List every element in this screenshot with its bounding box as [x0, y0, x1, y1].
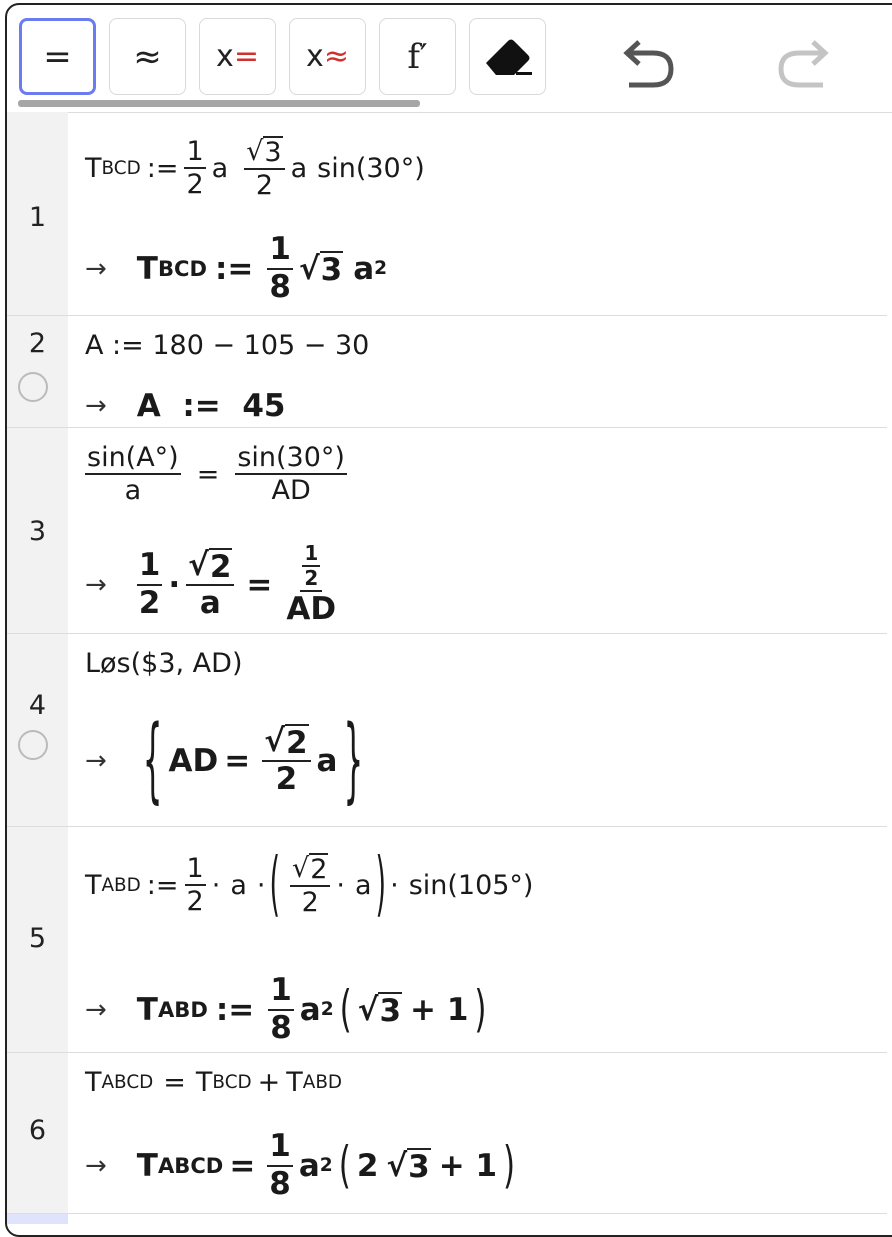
denominator: 8: [270, 1009, 292, 1046]
dot-op: ·: [168, 566, 181, 603]
numerator: 1: [268, 973, 294, 1011]
numerator: 1: [137, 548, 163, 586]
dot-op: ·: [211, 869, 221, 901]
cas-row-1[interactable]: [7, 112, 887, 316]
fraction: [267, 232, 293, 305]
cas-window: [5, 3, 892, 1237]
sqrt: √ 2: [292, 853, 328, 885]
sin-term: sin(30°): [317, 152, 425, 184]
numerator: 1: [184, 136, 205, 169]
numerator: 1: [304, 541, 319, 565]
output-arrow: →: [85, 253, 107, 284]
fraction: [85, 442, 181, 506]
numeric-button[interactable]: [109, 18, 186, 95]
output-arrow: →: [85, 745, 107, 776]
cas-row-5[interactable]: [7, 827, 887, 1053]
eraser-icon: [480, 35, 536, 79]
solve-op-label: =: [233, 39, 259, 74]
fraction: [235, 442, 347, 506]
variable: a: [353, 250, 375, 287]
output-arrow: →: [85, 391, 107, 421]
numerator: 1: [267, 1129, 293, 1167]
lhs: AD: [168, 742, 219, 779]
numerator: sin(30°): [235, 442, 347, 475]
row-number-cell: [7, 827, 68, 1052]
fraction: [262, 724, 310, 798]
input-term: T: [195, 1067, 213, 1098]
nsolve-x-label: x: [306, 39, 324, 74]
row-number-cell: [7, 112, 68, 315]
fraction: [267, 1129, 293, 1202]
row-number-cell: [7, 634, 68, 826]
nsolve-button[interactable]: [289, 18, 366, 95]
assign-op: :=: [146, 152, 179, 184]
input-term: T: [85, 152, 102, 184]
cas-row-3[interactable]: [7, 428, 887, 634]
row-number: 4: [28, 690, 47, 721]
input-term: T: [85, 869, 102, 901]
dot-op: ·: [336, 869, 345, 901]
delete-button[interactable]: [469, 18, 546, 95]
input-subscript: BCD: [212, 1072, 252, 1093]
output-arrow: →: [85, 994, 107, 1025]
dot-op: ·: [256, 869, 266, 901]
exponent: 2: [374, 258, 388, 280]
redo-icon[interactable]: [773, 39, 833, 93]
radicand: 2: [285, 725, 308, 761]
fraction: [185, 853, 206, 917]
denominator: 2: [304, 566, 319, 590]
evaluate-button[interactable]: [19, 18, 96, 95]
denominator: 2: [186, 886, 204, 918]
denominator: 2: [255, 169, 273, 201]
row-number: 5: [28, 923, 47, 954]
output-subscript: ABCD: [157, 1153, 224, 1179]
equals: =: [224, 742, 251, 779]
output-text: A := 45: [136, 388, 286, 424]
sqrt: √ 2: [264, 723, 308, 761]
row-number-cell: [7, 1053, 68, 1213]
cas-row-2[interactable]: [7, 316, 887, 428]
plus-term: + 1: [438, 1147, 498, 1184]
denominator: AD: [286, 591, 337, 627]
variable: a: [290, 152, 308, 184]
equals: =: [229, 1147, 256, 1184]
nsolve-op-label: ≈: [323, 39, 349, 74]
assign-op: :=: [215, 991, 255, 1028]
left-paren: (: [339, 980, 352, 1039]
numeric-label: ≈: [133, 36, 162, 77]
variable: a: [355, 869, 372, 901]
left-paren: (: [338, 1136, 351, 1195]
assign-op: :=: [215, 250, 254, 287]
row-output: [85, 542, 344, 628]
variable: a: [211, 152, 229, 184]
fraction: [284, 542, 338, 628]
radicand: 3: [379, 992, 402, 1029]
exponent: 2: [319, 1155, 333, 1177]
nested-fraction: [302, 542, 320, 590]
row-number: 6: [28, 1115, 47, 1146]
fraction: [186, 548, 234, 622]
output-arrow: →: [85, 569, 107, 600]
denominator: 2: [186, 169, 204, 201]
radicand: 3: [320, 251, 343, 288]
numerator: 1: [267, 232, 293, 270]
equals: =: [246, 566, 273, 603]
row-number-cell: [7, 428, 68, 633]
sqrt: √ 3: [246, 136, 282, 168]
input-term: T: [85, 1067, 102, 1098]
derivative-label: f′: [407, 36, 428, 77]
row-number-cell: [7, 316, 68, 427]
denominator: 8: [269, 268, 291, 305]
denominator: 2: [138, 584, 161, 621]
undo-icon[interactable]: [619, 39, 679, 93]
fraction: [290, 853, 330, 918]
row-output: [85, 706, 369, 815]
radicand: 3: [408, 1148, 430, 1185]
denominator: 8: [269, 1165, 291, 1202]
numerator: 1: [185, 853, 206, 886]
row-input[interactable]: [85, 845, 534, 926]
row-output: [85, 232, 387, 305]
cas-row-4[interactable]: [7, 634, 887, 827]
sqrt: √ 3: [386, 1147, 430, 1185]
row-output: [85, 973, 493, 1046]
sqrt: √ 3: [298, 250, 343, 288]
denominator: 2: [301, 886, 319, 918]
row-input[interactable]: Løs($3, AD): [85, 648, 243, 679]
radicand: 2: [310, 854, 328, 885]
row-input[interactable]: [85, 136, 425, 201]
fraction: [244, 136, 284, 201]
visibility-toggle[interactable]: [18, 372, 48, 402]
row-input[interactable]: A := 180 − 105 − 30: [85, 330, 370, 361]
row-number: 1: [28, 202, 47, 233]
input-subscript: ABCD: [101, 1072, 154, 1093]
right-paren: ): [474, 980, 487, 1039]
output-term: T: [136, 991, 158, 1028]
radicand: 2: [209, 548, 232, 585]
output-term: T: [136, 250, 158, 287]
toolbar-scrollbar[interactable]: [18, 100, 420, 107]
denominator: 2: [275, 761, 298, 798]
left-brace: {: [142, 706, 163, 815]
row-number: 2: [28, 328, 47, 359]
dot-op: ·: [390, 869, 399, 901]
row-output: [85, 388, 285, 424]
variable: a: [316, 742, 338, 779]
denominator: a: [124, 475, 142, 507]
input-subscript: BCD: [101, 157, 141, 179]
numerator: sin(A°): [85, 442, 181, 475]
fraction: [268, 973, 294, 1046]
plus-op: +: [257, 1067, 281, 1098]
row-output: [85, 1129, 521, 1202]
right-paren: ): [503, 1136, 516, 1195]
variable: a: [230, 869, 247, 901]
assign-op: :=: [146, 869, 179, 901]
cas-row-6[interactable]: [7, 1053, 887, 1214]
exponent: 2: [320, 999, 334, 1021]
output-subscript: BCD: [157, 256, 207, 282]
variable: a: [299, 991, 321, 1028]
variable: a: [298, 1147, 320, 1184]
sin-term: sin(105°): [408, 869, 534, 901]
output-term: T: [136, 1147, 158, 1184]
radicand: 3: [264, 137, 282, 168]
sqrt: √ 2: [188, 546, 232, 585]
right-brace: }: [343, 706, 364, 815]
evaluate-label: =: [43, 36, 72, 77]
solve-x-label: x: [216, 39, 234, 74]
derivative-button[interactable]: [379, 18, 456, 95]
sqrt: √ 3: [357, 991, 402, 1029]
row-input[interactable]: [85, 442, 353, 506]
denominator: AD: [271, 475, 311, 507]
visibility-toggle[interactable]: [18, 730, 48, 760]
cas-toolbar: [7, 5, 892, 113]
fraction: [137, 548, 163, 621]
fraction: [184, 136, 205, 200]
input-subscript: ABD: [302, 1072, 343, 1093]
row-input[interactable]: [85, 1067, 342, 1098]
left-paren: (: [269, 845, 280, 926]
output-arrow: →: [85, 1150, 107, 1181]
right-paren: ): [375, 845, 387, 926]
equals: =: [196, 458, 220, 490]
input-subscript: ABD: [101, 874, 141, 896]
solve-button[interactable]: [199, 18, 276, 95]
coefficient: 2: [356, 1147, 379, 1184]
row-number: 3: [28, 516, 47, 547]
denominator: a: [199, 585, 221, 622]
equals: =: [163, 1067, 186, 1098]
plus-term: + 1: [410, 991, 469, 1028]
input-term: T: [286, 1067, 303, 1098]
output-subscript: ABD: [157, 997, 208, 1023]
